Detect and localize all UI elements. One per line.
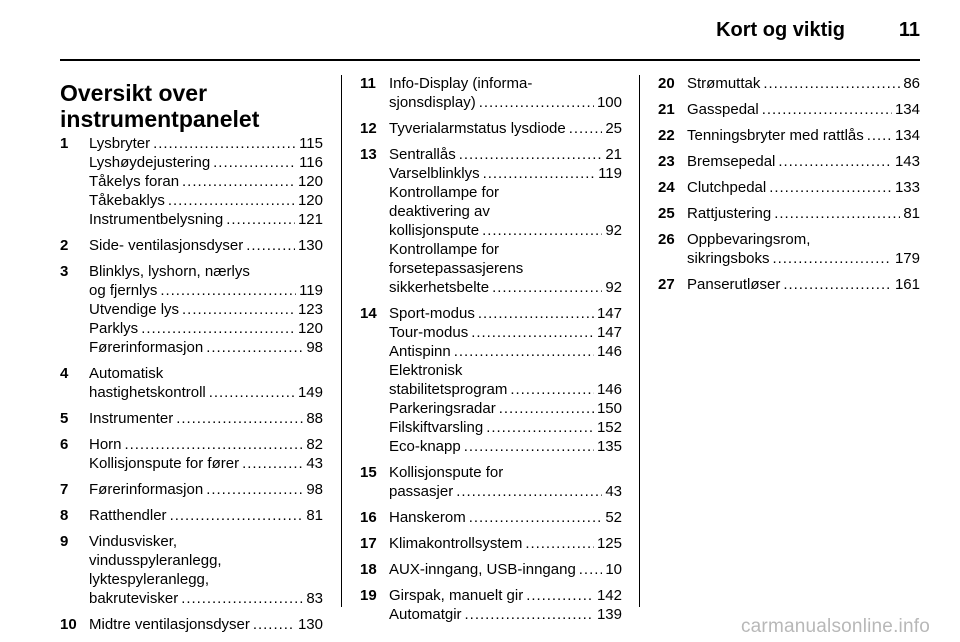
entry-line: [389, 418, 622, 437]
dot-leader: [769, 178, 892, 197]
entry-label: forsetepassasjerens: [389, 260, 524, 277]
index-entry: [658, 100, 920, 119]
index-entry: [360, 534, 622, 553]
entry-label: Parkeringsradar: [389, 400, 496, 417]
entry-label: bakrutevisker: [89, 590, 179, 607]
entry-line: [389, 361, 622, 380]
index-entry: [360, 586, 622, 624]
page-reference: 161: [894, 276, 920, 293]
entry-label: Panserutløser: [687, 276, 781, 293]
entry-line: [389, 508, 622, 527]
entry-line: [389, 342, 622, 361]
page-reference: 119: [598, 165, 622, 182]
entry-line: [687, 275, 920, 294]
page-reference: 152: [596, 419, 622, 436]
dot-leader: [579, 560, 603, 579]
entry-line: [687, 126, 920, 145]
item-number: 6: [60, 436, 69, 453]
page-reference: 147: [596, 305, 622, 322]
dot-leader: [168, 191, 295, 210]
entry-line: [89, 236, 323, 255]
entry-label: Tåkelys foran: [89, 173, 180, 190]
entry-line: [389, 259, 622, 278]
dot-leader: [213, 153, 296, 172]
page-reference: 121: [297, 211, 323, 228]
item-number: 14: [360, 305, 377, 322]
index-entry: [60, 506, 323, 525]
item-number: 3: [60, 263, 69, 280]
entry-label: Tyverialarmstatus lysdiode: [389, 120, 566, 137]
page-reference: 143: [894, 153, 920, 170]
entry-label: Elektronisk: [389, 362, 463, 379]
entry-label: hastighetskontroll: [89, 384, 206, 401]
dot-leader: [160, 281, 296, 300]
index-entry: [658, 230, 920, 268]
entry-line: [389, 145, 622, 164]
page-reference: 146: [596, 343, 622, 360]
page-reference: 98: [306, 481, 323, 498]
page-reference: 92: [605, 222, 622, 239]
entry-label: AUX-inngang, USB-inngang: [389, 561, 576, 578]
entry-label: Filskiftvarsling: [389, 419, 484, 436]
entry-line: [687, 204, 920, 223]
entry-label: Parklys: [89, 320, 139, 337]
entry-label: Førerinformasjon: [89, 339, 204, 356]
entry-line: [89, 134, 323, 153]
item-number: 11: [360, 75, 376, 92]
item-number: 8: [60, 507, 69, 524]
dot-leader: [778, 152, 892, 171]
entry-label: Automatisk: [89, 365, 164, 382]
index-column-2: [360, 74, 622, 631]
entry-label: Lyshøydejustering: [89, 154, 211, 171]
page-reference: 83: [306, 590, 323, 607]
page-reference: 86: [903, 75, 920, 92]
dot-leader: [206, 338, 303, 357]
entry-label: Tour-modus: [389, 324, 469, 341]
column-divider: [639, 75, 640, 607]
dot-leader: [454, 342, 594, 361]
entry-label: Vindusvisker,: [89, 533, 178, 550]
entry-label: deaktivering av: [389, 203, 490, 220]
dot-leader: [464, 437, 594, 456]
dot-leader: [181, 589, 303, 608]
entry-line: [89, 532, 323, 551]
entry-label: vindusspyleranlegg,: [89, 552, 222, 569]
entry-label: Blinklys, lyshorn, nærlys: [89, 263, 250, 280]
index-column-3: [658, 74, 920, 301]
page-reference: 147: [596, 324, 622, 341]
dot-leader: [226, 210, 295, 229]
dot-leader: [867, 126, 892, 145]
dot-leader: [153, 134, 296, 153]
entry-line: [389, 534, 622, 553]
page-reference: 142: [596, 587, 622, 604]
entry-label: Varselblinklys: [389, 165, 480, 182]
dot-leader: [170, 506, 304, 525]
entry-label: Utvendige lys: [89, 301, 180, 318]
entry-label: Gasspedal: [687, 101, 759, 118]
entry-line: [687, 152, 920, 171]
page-reference: 98: [306, 339, 323, 356]
page-reference: 116: [299, 154, 323, 171]
entry-line: [89, 409, 323, 428]
page-reference: 179: [894, 250, 920, 267]
page-reference: 81: [306, 507, 323, 524]
page-reference: 135: [596, 438, 622, 455]
dot-leader: [483, 164, 595, 183]
entry-line: [389, 183, 622, 202]
page-reference: 10: [605, 561, 622, 578]
item-number: 23: [658, 153, 675, 170]
index-entry: [658, 178, 920, 197]
dot-leader: [182, 172, 295, 191]
entry-line: [89, 454, 323, 473]
item-number: 5: [60, 410, 69, 427]
entry-label: Side- ventilasjonsdyser: [89, 237, 244, 254]
item-number: 4: [60, 365, 69, 382]
entry-line: [89, 570, 323, 589]
page-reference: 120: [297, 320, 323, 337]
index-entry: [360, 560, 622, 579]
page-reference: 139: [596, 606, 622, 623]
dot-leader: [762, 100, 892, 119]
dot-leader: [763, 74, 900, 93]
entry-label: Kontrollampe for: [389, 241, 500, 258]
page-reference: 43: [306, 455, 323, 472]
column-divider: [341, 75, 342, 607]
index-entry: [60, 364, 323, 402]
entry-line: [389, 93, 622, 112]
index-entry: [658, 204, 920, 223]
index-column-1: [60, 80, 323, 641]
page-reference: 82: [306, 436, 323, 453]
entry-line: [389, 304, 622, 323]
entry-line: [89, 435, 323, 454]
item-number: 20: [658, 75, 675, 92]
index-entry: [60, 615, 323, 634]
entry-label: sikkerhetsbelte: [389, 279, 490, 296]
entry-line: [389, 278, 622, 297]
dot-leader: [471, 323, 594, 342]
page-reference: 120: [297, 192, 323, 209]
entry-label: Midtre ventilasjonsdyser: [89, 616, 250, 633]
page-reference: 120: [297, 173, 323, 190]
entry-label: Horn: [89, 436, 122, 453]
entry-label: Bremsepedal: [687, 153, 776, 170]
dot-leader: [486, 418, 594, 437]
dot-leader: [510, 380, 594, 399]
entry-label: Instrumentbelysning: [89, 211, 224, 228]
entry-label: Lysbryter: [89, 135, 151, 152]
item-number: 10: [60, 616, 77, 633]
section-title: Oversikt over instrumentpanelet: [60, 80, 260, 132]
page-reference: 119: [299, 282, 323, 299]
entry-label: og fjernlys: [89, 282, 158, 299]
page-reference: 21: [605, 146, 622, 163]
index-entry: [60, 409, 323, 428]
page-reference: 81: [903, 205, 920, 222]
entry-line: [687, 74, 920, 93]
entry-line: [687, 178, 920, 197]
dot-leader: [209, 383, 295, 402]
entry-line: [89, 281, 323, 300]
entry-line: [389, 164, 622, 183]
dot-leader: [478, 304, 594, 323]
index-entry: [360, 304, 622, 456]
entry-label: Clutchpedal: [687, 179, 767, 196]
item-number: 18: [360, 561, 377, 578]
item-number: 2: [60, 237, 69, 254]
page-header: [0, 0, 960, 60]
entry-label: Info-Display (informa-: [389, 75, 533, 92]
entry-line: [389, 202, 622, 221]
entry-line: [89, 589, 323, 608]
entry-line: [89, 172, 323, 191]
item-number: 19: [360, 587, 377, 604]
entry-label: Tåkebaklys: [89, 192, 165, 209]
entry-line: [389, 119, 622, 138]
page-reference: 88: [306, 410, 323, 427]
entry-line: [389, 482, 622, 501]
entry-line: [89, 364, 323, 383]
item-number: 24: [658, 179, 675, 196]
entry-line: [687, 230, 920, 249]
page-number: 11: [898, 19, 920, 41]
dot-leader: [182, 300, 295, 319]
index-entry: [658, 275, 920, 294]
entry-line: [389, 240, 622, 259]
entry-line: [389, 221, 622, 240]
dot-leader: [176, 409, 303, 428]
entry-label: Kontrollampe for: [389, 184, 500, 201]
item-number: 15: [360, 464, 377, 481]
dot-leader: [773, 249, 892, 268]
item-number: 17: [360, 535, 377, 552]
dot-leader: [246, 236, 295, 255]
page-reference: 130: [297, 237, 323, 254]
index-entry: [360, 74, 622, 112]
page-reference: 149: [297, 384, 323, 401]
index-entry: [60, 236, 323, 255]
page-reference: 133: [894, 179, 920, 196]
entry-label: passasjer: [389, 483, 454, 500]
page-reference: 134: [894, 101, 920, 118]
item-number: 12: [360, 120, 377, 137]
item-number: 22: [658, 127, 675, 144]
entry-line: [389, 323, 622, 342]
dot-leader: [469, 508, 603, 527]
index-entry: [360, 463, 622, 501]
page-reference: 146: [596, 381, 622, 398]
entry-line: [389, 437, 622, 456]
dot-leader: [456, 482, 602, 501]
entry-line: [89, 210, 323, 229]
entry-line: [687, 249, 920, 268]
entry-line: [389, 380, 622, 399]
chapter-title: Kort og viktig: [716, 19, 845, 41]
entry-line: [89, 338, 323, 357]
entry-line: [89, 506, 323, 525]
item-number: 9: [60, 533, 69, 550]
page-reference: 115: [299, 135, 323, 152]
entry-label: Sentrallås: [389, 146, 456, 163]
entry-line: [687, 100, 920, 119]
dot-leader: [774, 204, 900, 223]
index-entry: [60, 532, 323, 608]
index-entry: [360, 119, 622, 138]
dot-leader: [459, 145, 603, 164]
entry-line: [389, 399, 622, 418]
entry-line: [89, 383, 323, 402]
page-reference: 52: [605, 509, 622, 526]
entry-label: Girspak, manuelt gir: [389, 587, 524, 604]
entry-label: Eco-knapp: [389, 438, 461, 455]
entry-label: Strømuttak: [687, 75, 761, 92]
index-entry: [658, 126, 920, 145]
index-entry: [60, 134, 323, 229]
entry-label: Hanskerom: [389, 509, 466, 526]
dot-leader: [479, 93, 594, 112]
page-reference: 123: [297, 301, 323, 318]
watermark-text: carmanualsonline.info: [740, 616, 930, 637]
item-number: 1: [60, 135, 69, 152]
entry-label: lyktespyleranlegg,: [89, 571, 210, 588]
entry-label: Antispinn: [389, 343, 451, 360]
dot-leader: [499, 399, 594, 418]
page-reference: 150: [596, 400, 622, 417]
entry-line: [89, 319, 323, 338]
index-entry: [658, 152, 920, 171]
entry-label: sjonsdisplay): [389, 94, 476, 111]
entry-label: sikringsboks: [687, 250, 770, 267]
entry-label: Sport-modus: [389, 305, 475, 322]
entry-line: [89, 191, 323, 210]
entry-line: [89, 551, 323, 570]
entry-line: [89, 615, 323, 634]
page-reference: 130: [297, 616, 323, 633]
entry-label: kollisjonspute: [389, 222, 480, 239]
index-entry: [360, 508, 622, 527]
entry-line: [389, 560, 622, 579]
dot-leader: [525, 534, 594, 553]
page-reference: 92: [605, 279, 622, 296]
page-reference: 100: [596, 94, 622, 111]
dot-leader: [125, 435, 304, 454]
dot-leader: [492, 278, 602, 297]
entry-label: Tenningsbryter med rattlås: [687, 127, 864, 144]
dot-leader: [206, 480, 303, 499]
entry-line: [89, 153, 323, 172]
entry-label: Kollisjonspute for fører: [89, 455, 240, 472]
dot-leader: [465, 605, 594, 624]
entry-label: Rattjustering: [687, 205, 772, 222]
dot-leader: [141, 319, 295, 338]
page-reference: 43: [605, 483, 622, 500]
page-reference: 25: [605, 120, 622, 137]
entry-line: [389, 74, 622, 93]
item-number: 26: [658, 231, 675, 248]
item-number: 27: [658, 276, 675, 293]
item-number: 13: [360, 146, 377, 163]
item-number: 21: [658, 101, 675, 118]
dot-leader: [569, 119, 603, 138]
index-entry: [658, 74, 920, 93]
header-divider: [60, 59, 920, 61]
entry-line: [389, 463, 622, 482]
entry-line: [89, 300, 323, 319]
entry-label: Klimakontrollsystem: [389, 535, 523, 552]
entry-line: [389, 586, 622, 605]
entry-label: stabilitetsprogram: [389, 381, 508, 398]
dot-leader: [242, 454, 303, 473]
entry-line: [89, 262, 323, 281]
entry-label: Automatgir: [389, 606, 462, 623]
item-number: 7: [60, 481, 69, 498]
item-number: 16: [360, 509, 377, 526]
dot-leader: [482, 221, 602, 240]
dot-leader: [783, 275, 892, 294]
entry-label: Ratthendler: [89, 507, 167, 524]
entry-label: Oppbevaringsrom,: [687, 231, 811, 248]
index-entry: [60, 480, 323, 499]
item-number: 25: [658, 205, 675, 222]
entry-label: Instrumenter: [89, 410, 174, 427]
dot-leader: [526, 586, 594, 605]
index-entry: [360, 145, 622, 297]
index-entry: [60, 262, 323, 357]
entry-line: [89, 480, 323, 499]
entry-label: Førerinformasjon: [89, 481, 204, 498]
entry-line: [389, 605, 622, 624]
entry-label: Kollisjonspute for: [389, 464, 504, 481]
page-reference: 134: [894, 127, 920, 144]
index-entry: [60, 435, 323, 473]
page-reference: 125: [596, 535, 622, 552]
dot-leader: [253, 615, 295, 634]
